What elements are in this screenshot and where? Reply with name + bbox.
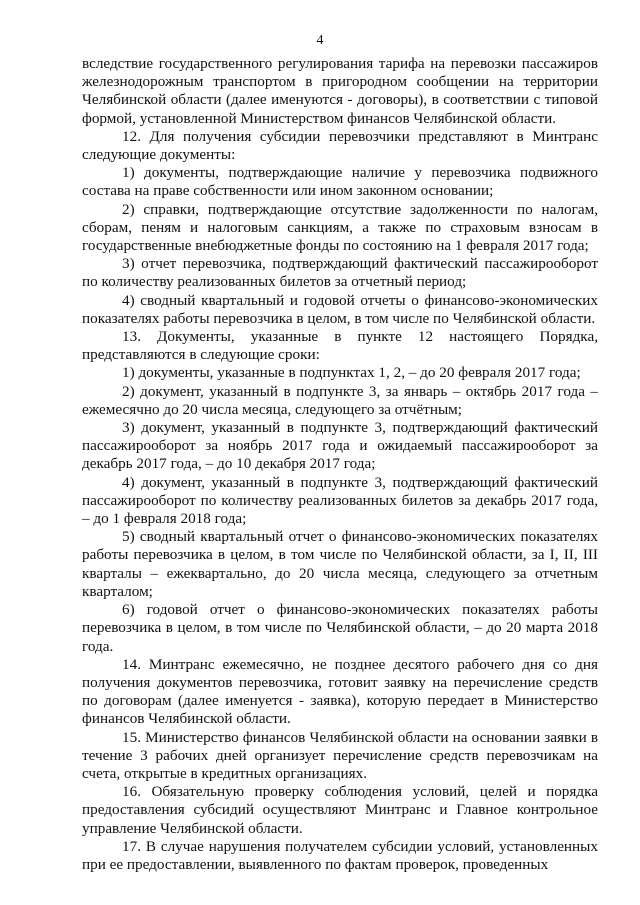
paragraph-13-item-2: 2) документ, указанный в подпункте 3, за январь – октябрь 2017 года – ежемесячно до 20 числа месяца, следующего за отчётным; <box>82 382 598 418</box>
paragraph-13-item-3: 3) документ, указанный в подпункте 3, подтверждающий фактический пассажирооборот за ноябрь 2017 года и ожидаемый пассажирооборот за декабрь 2017 года, – до 10 декабря 2017 года; <box>82 419 598 473</box>
paragraph-13-item-5: 5) сводный квартальный отчет о финансово-экономических показателях работы перевозчика в целом, в том числе по Челябинской области, за I, II, III кварталы – ежеквартально, до 20 числа месяца, следующего за отчетным кварталом; <box>82 528 598 600</box>
paragraph-13-item-4: 4) документ, указанный в подпункте 3, подтверждающий фактический пассажирооборот по количеству реализованных билетов за декабрь 2017 года, – до 1 февраля 2018 года; <box>82 473 598 528</box>
paragraph-12: 12. Для получения субсидии перевозчики представляют в Минтранс следующие документы: <box>82 127 598 164</box>
paragraph-12-item-3: 3) отчет перевозчика, подтверждающий фактический пассажирооборот по количеству реализованных билетов за отчетный период; <box>82 255 598 291</box>
document-body <box>82 55 598 874</box>
paragraph-17: 17. В случае нарушения получателем субсидии условий, установленных при ее предоставлении, выявленного по фактам проверок, проведенных <box>82 837 598 873</box>
paragraph-16: 16. Обязательную проверку соблюдения условий, целей и порядка предоставления субсидий осуществляют Минтранс и Главное контрольное управление Челябинской области. <box>82 783 598 837</box>
page-number: 4 <box>316 33 324 48</box>
paragraph-13-item-1: 1) документы, указанные в подпунктах 1, 2, – до 20 февраля 2017 года; <box>122 364 581 382</box>
paragraph-13: 13. Документы, указанные в пункте 12 настоящего Порядка, представляются в следующие сроки: <box>82 328 598 364</box>
paragraph-12-item-2: 2) справки, подтверждающие отсутствие задолженности по налогам, сборам, пеням и налоговым санкциям, а также по страховым взносам в государственные внебюджетные фонды по состоянию на 1 февраля 2017 года; <box>82 200 598 255</box>
paragraph-continuation: вследствие государственного регулирования тарифа на перевозки пассажиров железнодорожным транспортом в пригородном сообщении на территории Челябинской области (далее именуются - договоры), в соответствии с типовой формой, установленной Министерством финансов Челябинской области. <box>82 55 598 127</box>
paragraph-14: 14. Минтранс ежемесячно, не позднее десятого рабочего дня со дня получения документов перевозчика, готовит заявку на перечисление средств по договорам (далее именуется - заявка), которую передает в Министерство финансов Челябинской области. <box>82 655 598 728</box>
paragraph-12-item-4: 4) сводный квартальный и годовой отчеты о финансово-экономических показателях работы перевозчика в целом, в том числе по Челябинской области. <box>82 291 598 327</box>
paragraph-15: 15. Министерство финансов Челябинской области на основании заявки в течение 3 рабочих дней организует перечисление средств перевозчикам на счета, открытые в кредитных организациях. <box>82 728 598 782</box>
paragraph-13-item-6: 6) годовой отчет о финансово-экономических показателях работы перевозчика в целом, в том числе по Челябинской области, – до 20 марта 2018 года. <box>82 601 598 655</box>
paragraph-12-item-1: 1) документы, подтверждающие наличие у перевозчика подвижного состава на праве собственности или ином законном основании; <box>82 164 598 200</box>
